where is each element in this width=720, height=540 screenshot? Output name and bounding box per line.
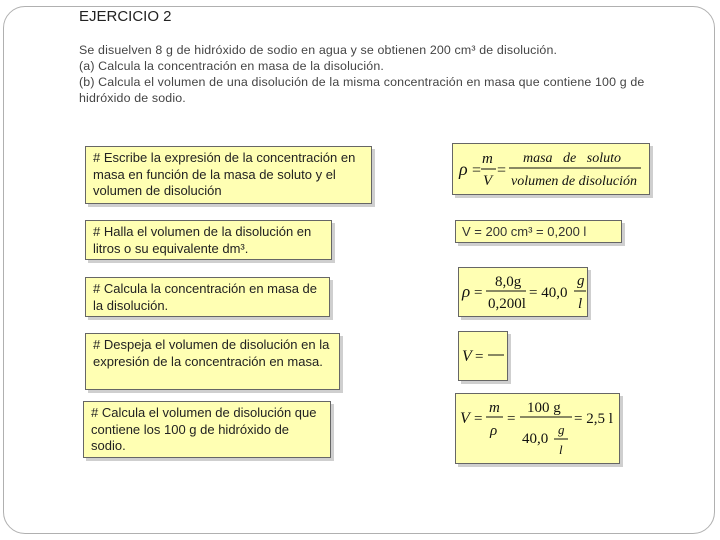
numerator-text: masa de soluto [523, 151, 621, 166]
exercise-title: EJERCICIO 2 [79, 8, 172, 25]
volume-symbol: V [460, 410, 470, 427]
numerator-text: 8,0g [495, 274, 522, 290]
unit-numerator: g [577, 273, 585, 289]
statement-line: (b) Calcula el volumen de una disolución de la misma concentración en masa que contiene 100 g de [79, 75, 645, 89]
formula-box-5 [455, 393, 620, 464]
step-box-5: # Calcula el volumen de disolución que contiene los 100 g de hidróxido de sodio. [83, 401, 331, 458]
volume-symbol: V [483, 173, 493, 189]
result-value: = 2,5 l [574, 411, 613, 427]
statement-line: hidróxido de sodio. [79, 91, 186, 105]
step-box-3: # Calcula la concentración en masa de la disolución. [85, 277, 330, 317]
unit-numerator: g [558, 422, 565, 437]
formula-box-4 [458, 331, 508, 381]
equals-sign: = [474, 285, 483, 301]
rho-symbol: ρ [490, 423, 498, 439]
equals-sign: = [497, 162, 507, 179]
equals-sign: = [474, 411, 483, 427]
step-box-4: # Despeja el volumen de disolución en la expresión de la concentración en masa. [85, 333, 340, 390]
rho-symbol: ρ [462, 282, 471, 301]
step-box-2: # Halla el volumen de la disolución en litros o su equivalente dm³. [85, 220, 332, 260]
formula-box-1 [452, 143, 650, 195]
numerator-text: 100 g [527, 400, 561, 416]
equals-sign: = [472, 162, 482, 179]
mass-symbol: m [489, 400, 500, 416]
formula-box-3 [458, 267, 588, 317]
result-value: = 40,0 [529, 285, 568, 301]
unit-denominator: l [578, 296, 583, 312]
formula-box-2: V = 200 cm³ = 0,200 l [455, 220, 622, 243]
unit-denominator: l [559, 442, 563, 457]
rho-symbol: ρ [459, 159, 468, 179]
denominator-value: 40,0 [522, 431, 549, 447]
mass-symbol: m [482, 151, 493, 167]
statement-line: (a) Calcula la concentración en masa de la disolución. [79, 59, 384, 73]
equals-sign: = [507, 411, 516, 427]
step-box-1: # Escribe la expresión de la concentración en masa en función de la masa de soluto y el volumen de disolución [85, 146, 372, 204]
denominator-text: volumen de disolución [511, 174, 637, 189]
equals-sign: = [475, 349, 484, 365]
volume-symbol: V [462, 348, 472, 365]
denominator-text: 0,200l [488, 296, 526, 312]
problem-statement [79, 42, 679, 106]
statement-line: Se disuelven 8 g de hidróxido de sodio en agua y se obtienen 200 cm³ de disolución. [79, 43, 558, 57]
